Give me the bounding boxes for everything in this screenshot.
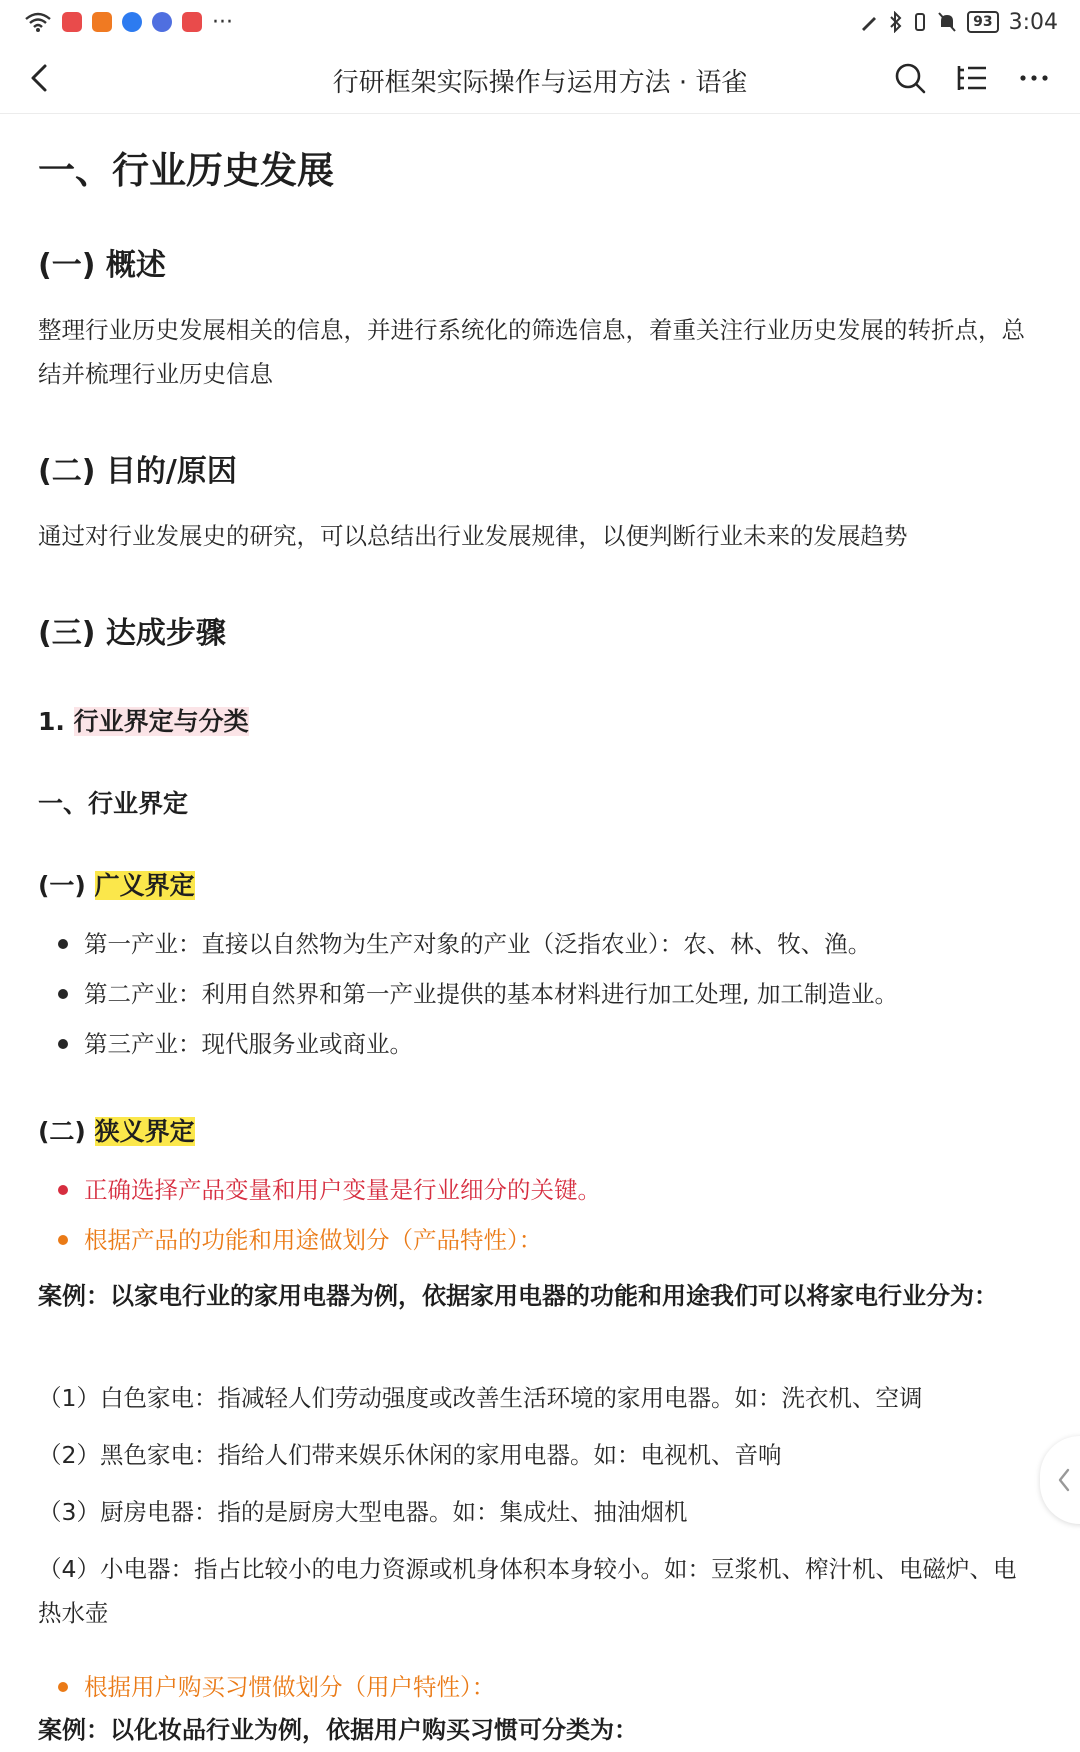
side-panel-tab[interactable] — [1040, 1436, 1080, 1524]
broad-prefix: (一) — [38, 871, 95, 900]
bullet-dot — [58, 1235, 68, 1245]
case1-text: 案例：以家电行业的家用电器为例，依据家用电器的功能和用途我们可以将家电行业分为： — [38, 1282, 998, 1310]
app-notification-icon — [62, 12, 82, 32]
list-item-text: 根据用户购买习惯做划分（用户特性）： — [84, 1673, 496, 1701]
outline-icon[interactable] — [954, 60, 990, 96]
step1-number: 1. — [38, 707, 74, 736]
browser-app-icon — [122, 12, 142, 32]
more-notifications-icon: ··· — [212, 9, 233, 35]
app-header — [0, 44, 1080, 114]
narrow-heading — [38, 1112, 195, 1148]
broad-item-1 — [58, 926, 871, 962]
case1-item-2: （2）黑色家电：指给人们带来娱乐休闲的家用电器。如：电视机、音响 — [38, 1441, 782, 1469]
search-icon[interactable] — [892, 60, 928, 96]
app-notification-icon-2 — [182, 12, 202, 32]
define-heading: 一、行业界定 — [38, 789, 189, 818]
page-title: 行研框架实际操作与运用方法 · 语雀 — [332, 68, 748, 98]
section-overview-title: (一) 概述 — [38, 248, 166, 283]
bullet-dot — [58, 989, 68, 999]
case1-item-3: （3）厨房电器：指的是厨房大型电器。如：集成灶、抽油烟机 — [38, 1498, 688, 1526]
broad-title: 广义界定 — [94, 871, 195, 900]
narrow-prefix: (二) — [38, 1117, 95, 1146]
mute-bell-icon — [937, 11, 957, 33]
list-item-text: 正确选择产品变量和用户变量是行业细分的关键。 — [84, 1176, 601, 1204]
broad-item-2 — [58, 976, 898, 1012]
heading-1: 一、行业历史发展 — [38, 149, 334, 192]
bullet-dot — [58, 1039, 68, 1049]
narrow-key-item — [58, 1172, 601, 1208]
section-steps-title: (三) 达成步骤 — [38, 616, 226, 651]
list-item-text: 第一产业：直接以自然物为生产对象的产业（泛指农业）：农、林、牧、渔。 — [84, 930, 872, 958]
broad-item-3 — [58, 1026, 413, 1062]
step1-heading — [38, 702, 249, 738]
case2-text: 案例：以化妆品行业为例，依据用户购买习惯可分类为： — [38, 1716, 638, 1744]
chevron-left-icon — [1054, 1466, 1074, 1494]
wifi-icon — [24, 11, 52, 33]
case1-item-4: （4）小电器：指占比较小的电力资源或机身体积本身较小。如：豆浆机、榨汁机、电磁炉、电热水壶 — [38, 1555, 1017, 1627]
section-purpose-text: 通过对行业发展史的研究，可以总结出行业发展规律，以便判断行业未来的发展趋势 — [38, 522, 908, 550]
status-bar — [0, 0, 1080, 44]
section-overview-text: 整理行业历史发展相关的信息，并进行系统化的筛选信息，着重关注行业历史发展的转折点，总结并梳理行业历史信息 — [38, 316, 1025, 388]
video-app-icon — [92, 12, 112, 32]
header-actions — [892, 60, 1052, 96]
music-app-icon — [152, 12, 172, 32]
case1-item-1: （1）白色家电：指减轻人们劳动强度或改善生活环境的家用电器。如：洗衣机、空调 — [38, 1384, 923, 1412]
clock: 3:04 — [1008, 9, 1058, 35]
bullet-dot — [58, 939, 68, 949]
section-purpose-title: (二) 目的/原因 — [38, 454, 237, 489]
narrow-product-item — [58, 1222, 542, 1258]
list-item-text: 第三产业：现代服务业或商业。 — [84, 1030, 413, 1058]
status-left — [24, 10, 233, 35]
battery-icon: 93 — [967, 11, 998, 33]
more-icon[interactable] — [1016, 60, 1052, 96]
broad-heading — [38, 866, 195, 902]
bluetooth-icon — [889, 11, 903, 33]
pen-icon — [859, 12, 879, 32]
step1-title: 行业界定与分类 — [73, 707, 249, 736]
list-item-text: 根据产品的功能和用途做划分（产品特性）： — [84, 1226, 543, 1254]
list-item-text: 第二产业：利用自然界和第一产业提供的基本材料进行加工处理, 加工制造业。 — [84, 980, 898, 1008]
bullet-dot — [58, 1185, 68, 1195]
narrow-title: 狭义界定 — [94, 1117, 195, 1146]
status-right — [859, 10, 1058, 35]
bullet-dot — [58, 1682, 68, 1692]
user-feature-item — [58, 1669, 495, 1705]
back-icon[interactable] — [20, 58, 60, 98]
vibrate-icon — [913, 11, 927, 33]
